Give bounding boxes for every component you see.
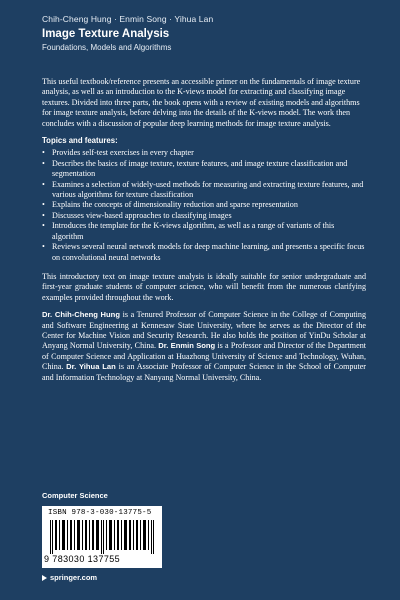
topics-heading: Topics and features:: [42, 136, 118, 146]
book-subtitle: Foundations, Models and Algorithms: [42, 43, 172, 52]
topic-item: • Introduces the template for the K-views algorithm, as well as a range of variants of this algorithm: [42, 221, 366, 242]
author-bio-paragraph: [42, 310, 366, 383]
author-name: Dr. Yihua Lan: [66, 362, 116, 372]
topic-item: • Describes the basics of image texture, texture features, and image texture classification and segmentation: [42, 159, 366, 180]
topic-item: • Provides self-test exercises in every chapter: [42, 148, 366, 158]
isbn-text: ISBN 978-3-030-13775-5: [48, 509, 152, 517]
back-cover-blurb: [42, 77, 366, 390]
author-bio-text: is a Professor and Director of the Department of Computer Science and Application at Huazhong University of Science and Technology, Wuhan, China.: [42, 341, 366, 372]
barcode-number: 9 783030 137755: [44, 554, 121, 564]
topic-item: • Examines a selection of widely-used methods for measuring and extracting texture features, and various algorithms for texture classification: [42, 180, 366, 201]
publisher-url: springer.com: [50, 573, 98, 582]
arrow-right-icon: [42, 575, 47, 581]
topic-item: • Explains the concepts of dimensionality reduction and sparse representation: [42, 200, 366, 210]
book-title: Image Texture Analysis: [42, 28, 170, 40]
topic-item: • Discusses view-based approaches to classifying images: [42, 211, 366, 221]
author-name: Dr. Chih-Cheng Hung: [42, 310, 120, 320]
authors-line: Chih-Cheng Hung · Enmin Song · Yihua Lan: [42, 14, 214, 24]
cover-header: [42, 14, 382, 52]
isbn-barcode: [42, 506, 162, 568]
audience-paragraph: This introductory text on image texture analysis is ideally suitable for senior undergraduate and first-year graduate students of computer science, who will benefit from the numerous clarifying examples provided throughout the work.: [42, 271, 366, 302]
topics-list: [42, 148, 366, 262]
topic-item: • Reviews several neural network models for deep machine learning, and presents a specific focus on convolutional neural networks: [42, 242, 366, 263]
author-bio-text: is an Associate Professor of Computer Science in the School of Computer and Information Technology at Nanyang Normal University, China.: [42, 362, 366, 382]
series-label: Computer Science: [42, 491, 108, 500]
publisher-link[interactable]: [42, 573, 162, 582]
barcode-bars: [48, 520, 156, 554]
intro-paragraph: This useful textbook/reference presents an accessible primer on the fundamentals of image texture analysis, as well as an introduction to the K-views model for extracting and classifying image textures. Divided into three parts, the book opens with a review of existing models and algorithms for image texture analysis, before delving into the details of the K-views model. The work then concludes with a discussion of popular deep learning methods for image texture analysis.: [42, 77, 361, 128]
cover-footer: [42, 491, 162, 582]
author-name: Dr. Enmin Song: [158, 341, 216, 351]
author-bio-text: is a Tenured Professor of Computer Science in the College of Computing and Software Engineering at Kennesaw State University, where he serves as the Director of the Center for Machine Vision and Security Research. He also holds the position of YinDu Scholar at Anyang Normal University, China.: [42, 310, 366, 351]
